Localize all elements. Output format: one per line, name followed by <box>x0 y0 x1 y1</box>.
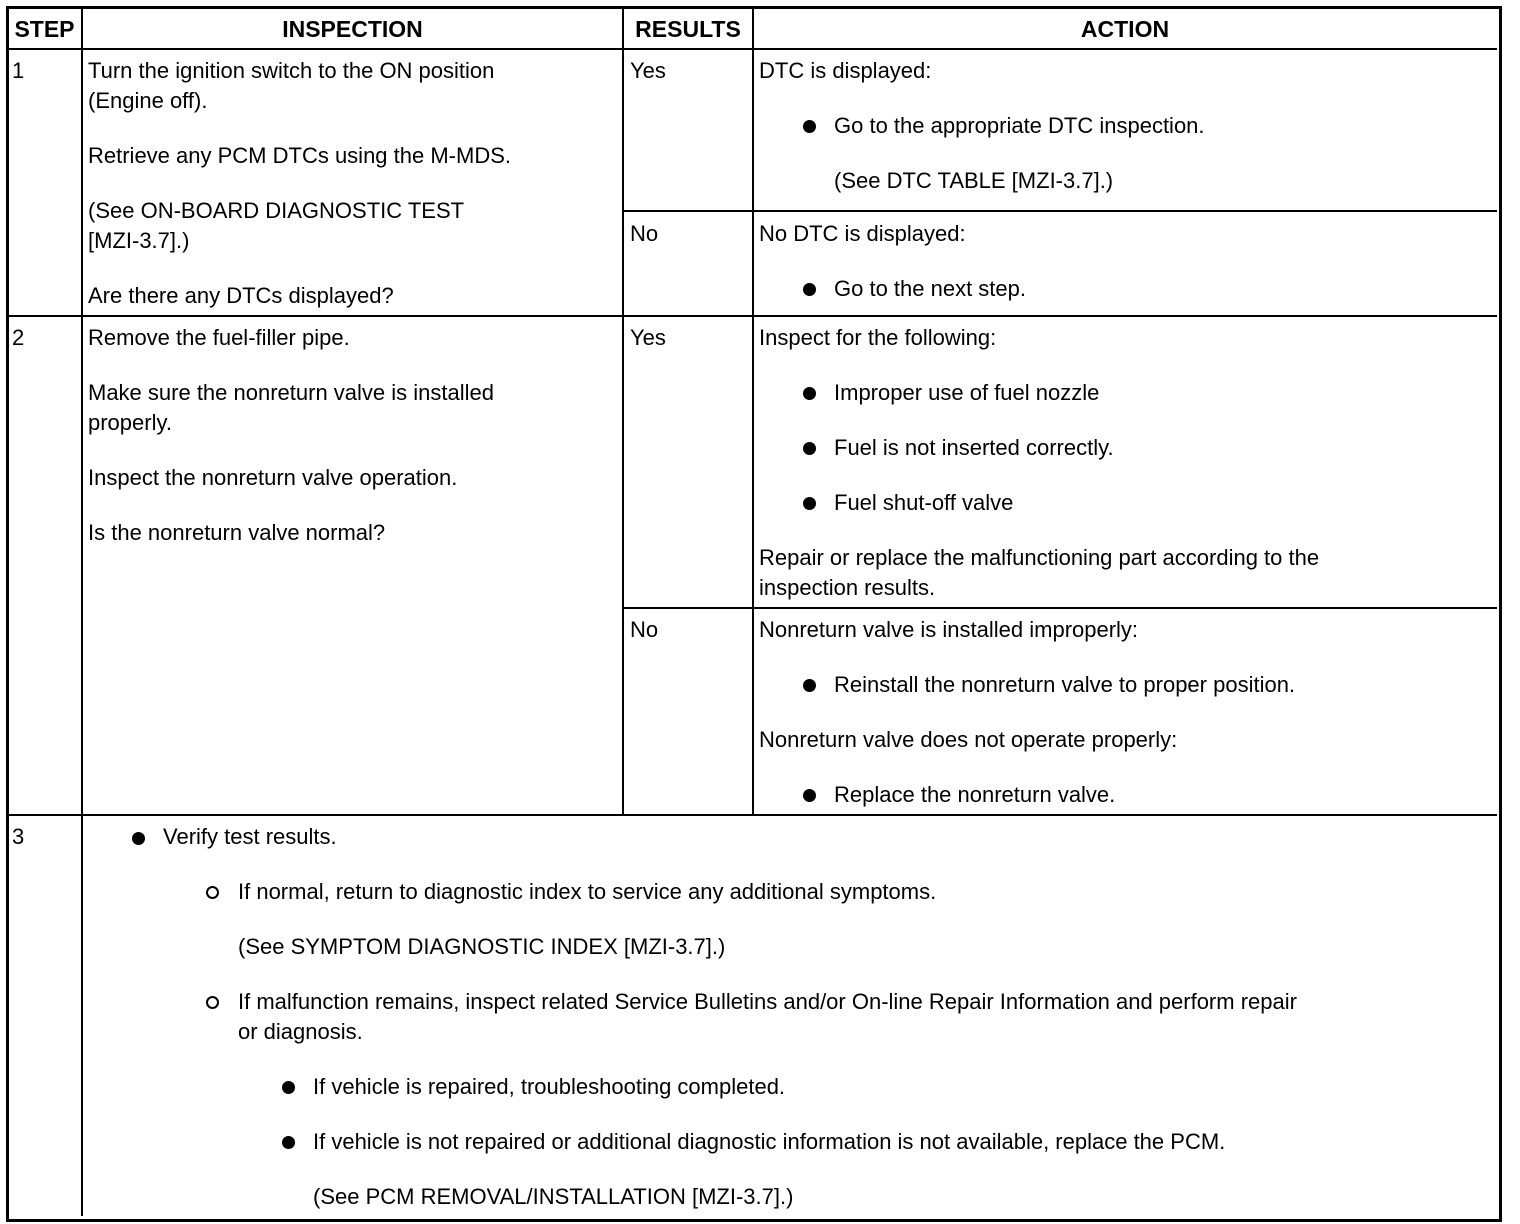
step1-yes-ref: (See DTC TABLE [MZI-3.7].) <box>834 168 1114 193</box>
step1-result-yes: Yes <box>630 58 666 83</box>
step1-number: 1 <box>12 58 25 83</box>
step2-yes-outro: inspection results. <box>759 575 936 600</box>
bullet-icon <box>803 679 816 692</box>
step2-result-no: No <box>630 617 659 642</box>
step3-repaired: If vehicle is repaired, troubleshooting completed. <box>313 1074 786 1099</box>
step3-malfunction: If malfunction remains, inspect related Service Bulletins and/or On-line Repair Information and perform repair <box>238 989 1297 1014</box>
step1-inspection-line: [MZI-3.7].) <box>88 228 190 253</box>
bullet-icon <box>803 387 816 400</box>
step1-yes-no-divider <box>623 210 1497 212</box>
step3-not-repaired-ref: (See PCM REMOVAL/INSTALLATION [MZI-3.7].) <box>313 1184 794 1209</box>
step2-number: 2 <box>12 325 25 350</box>
step3-number: 3 <box>12 824 25 849</box>
bullet-icon <box>803 120 816 133</box>
bullet-icon <box>803 497 816 510</box>
step3-not-repaired: If vehicle is not repaired or additional diagnostic information is not available, replace the PCM. <box>313 1129 1226 1154</box>
step-column-divider <box>81 8 83 1216</box>
bullet-icon <box>803 789 816 802</box>
step2-yes-intro: Inspect for the following: <box>759 325 997 350</box>
bullet-icon <box>132 832 145 845</box>
inspection-column-divider <box>622 8 624 815</box>
step1-no-intro: No DTC is displayed: <box>759 221 966 246</box>
bullet-icon <box>803 283 816 296</box>
sub-bullet-icon <box>206 996 219 1009</box>
step1-yes-bullet: Go to the appropriate DTC inspection. <box>834 113 1205 138</box>
results-column-divider <box>752 8 754 815</box>
header-action: ACTION <box>1080 16 1170 42</box>
step2-inspection-line: properly. <box>88 410 172 435</box>
header-inspection: INSPECTION <box>282 16 423 42</box>
step2-no-intro: Nonreturn valve is installed improperly: <box>759 617 1139 642</box>
step2-no-intro: Nonreturn valve does not operate properly: <box>759 727 1178 752</box>
step3-normal-ref: (See SYMPTOM DIAGNOSTIC INDEX [MZI-3.7].) <box>238 934 726 959</box>
step3-malfunction: or diagnosis. <box>238 1019 363 1044</box>
bullet-icon <box>803 442 816 455</box>
step2-no-bullet: Replace the nonreturn valve. <box>834 782 1116 807</box>
step2-inspection-line: Make sure the nonreturn valve is installed <box>88 380 494 405</box>
step2-result-yes: Yes <box>630 325 666 350</box>
sub-bullet-icon <box>206 886 219 899</box>
header-step: STEP <box>14 16 75 42</box>
step2-yes-outro: Repair or replace the malfunctioning part according to the <box>759 545 1320 570</box>
diagnostic-table <box>6 6 1502 1222</box>
step1-result-no: No <box>630 221 659 246</box>
step2-no-bullet: Reinstall the nonreturn valve to proper position. <box>834 672 1296 697</box>
step1-no-bullet: Go to the next step. <box>834 276 1027 301</box>
step2-yes-bullet: Improper use of fuel nozzle <box>834 380 1100 405</box>
step3-normal: If normal, return to diagnostic index to service any additional symptoms. <box>238 879 937 904</box>
step1-inspection-line: (Engine off). <box>88 88 208 113</box>
step3-main: Verify test results. <box>163 824 337 849</box>
bullet-icon <box>282 1136 295 1149</box>
step1-inspection-line: Are there any DTCs displayed? <box>88 283 394 308</box>
step2-yes-bullet: Fuel is not inserted correctly. <box>834 435 1114 460</box>
step2-inspection-line: Inspect the nonreturn valve operation. <box>88 465 458 490</box>
step1-inspection-line: (See ON-BOARD DIAGNOSTIC TEST <box>88 198 465 223</box>
step2-yes-bullet: Fuel shut-off valve <box>834 490 1014 515</box>
step1-inspection-line: Retrieve any PCM DTCs using the M-MDS. <box>88 143 511 168</box>
step2-inspection-line: Remove the fuel-filler pipe. <box>88 325 350 350</box>
header-results: RESULTS <box>635 16 741 42</box>
step1-yes-intro: DTC is displayed: <box>759 58 932 83</box>
step2-yes-no-divider <box>623 607 1497 609</box>
step1-inspection-line: Turn the ignition switch to the ON position <box>88 58 495 83</box>
bullet-icon <box>282 1081 295 1094</box>
step2-inspection-line: Is the nonreturn valve normal? <box>88 520 386 545</box>
